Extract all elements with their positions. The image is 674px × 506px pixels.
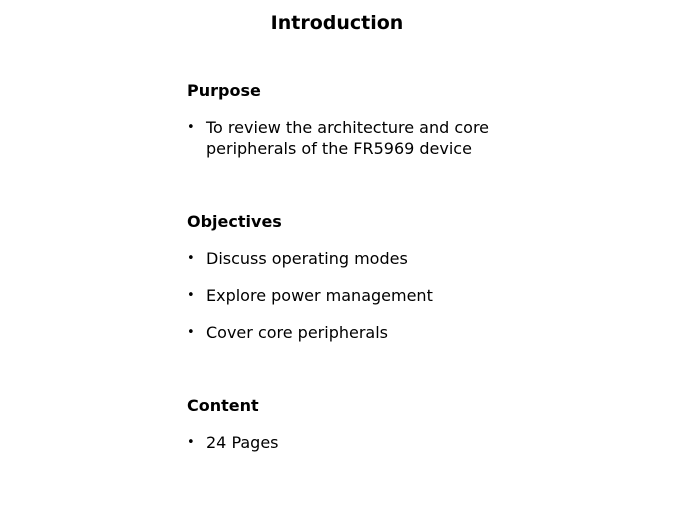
section-heading-content: Content (187, 396, 259, 415)
bullet-icon: • (187, 435, 195, 450)
bullet-list (187, 248, 547, 343)
list-item (187, 117, 526, 159)
list-item-text: To review the architecture and core peripherals of the FR5969 device (206, 118, 490, 158)
bullet-list (187, 432, 547, 453)
bullet-list (187, 117, 547, 159)
section-content (187, 396, 547, 453)
bullet-icon: • (187, 120, 195, 135)
list-item-text: Explore power management (206, 286, 433, 305)
list-item (187, 322, 547, 343)
list-item-text: Cover core peripherals (206, 323, 389, 342)
section-objectives (187, 212, 547, 343)
list-item (187, 248, 547, 269)
bullet-icon: • (187, 251, 195, 266)
bullet-icon: • (187, 325, 195, 340)
list-item (187, 285, 547, 306)
section-heading-purpose: Purpose (187, 81, 261, 100)
list-item-text: Discuss operating modes (206, 249, 408, 268)
section-heading-objectives: Objectives (187, 212, 282, 231)
list-item-text: 24 Pages (206, 433, 279, 452)
section-purpose (187, 81, 547, 159)
bullet-icon: • (187, 288, 195, 303)
page-title: Introduction (270, 12, 404, 34)
list-item (187, 432, 547, 453)
